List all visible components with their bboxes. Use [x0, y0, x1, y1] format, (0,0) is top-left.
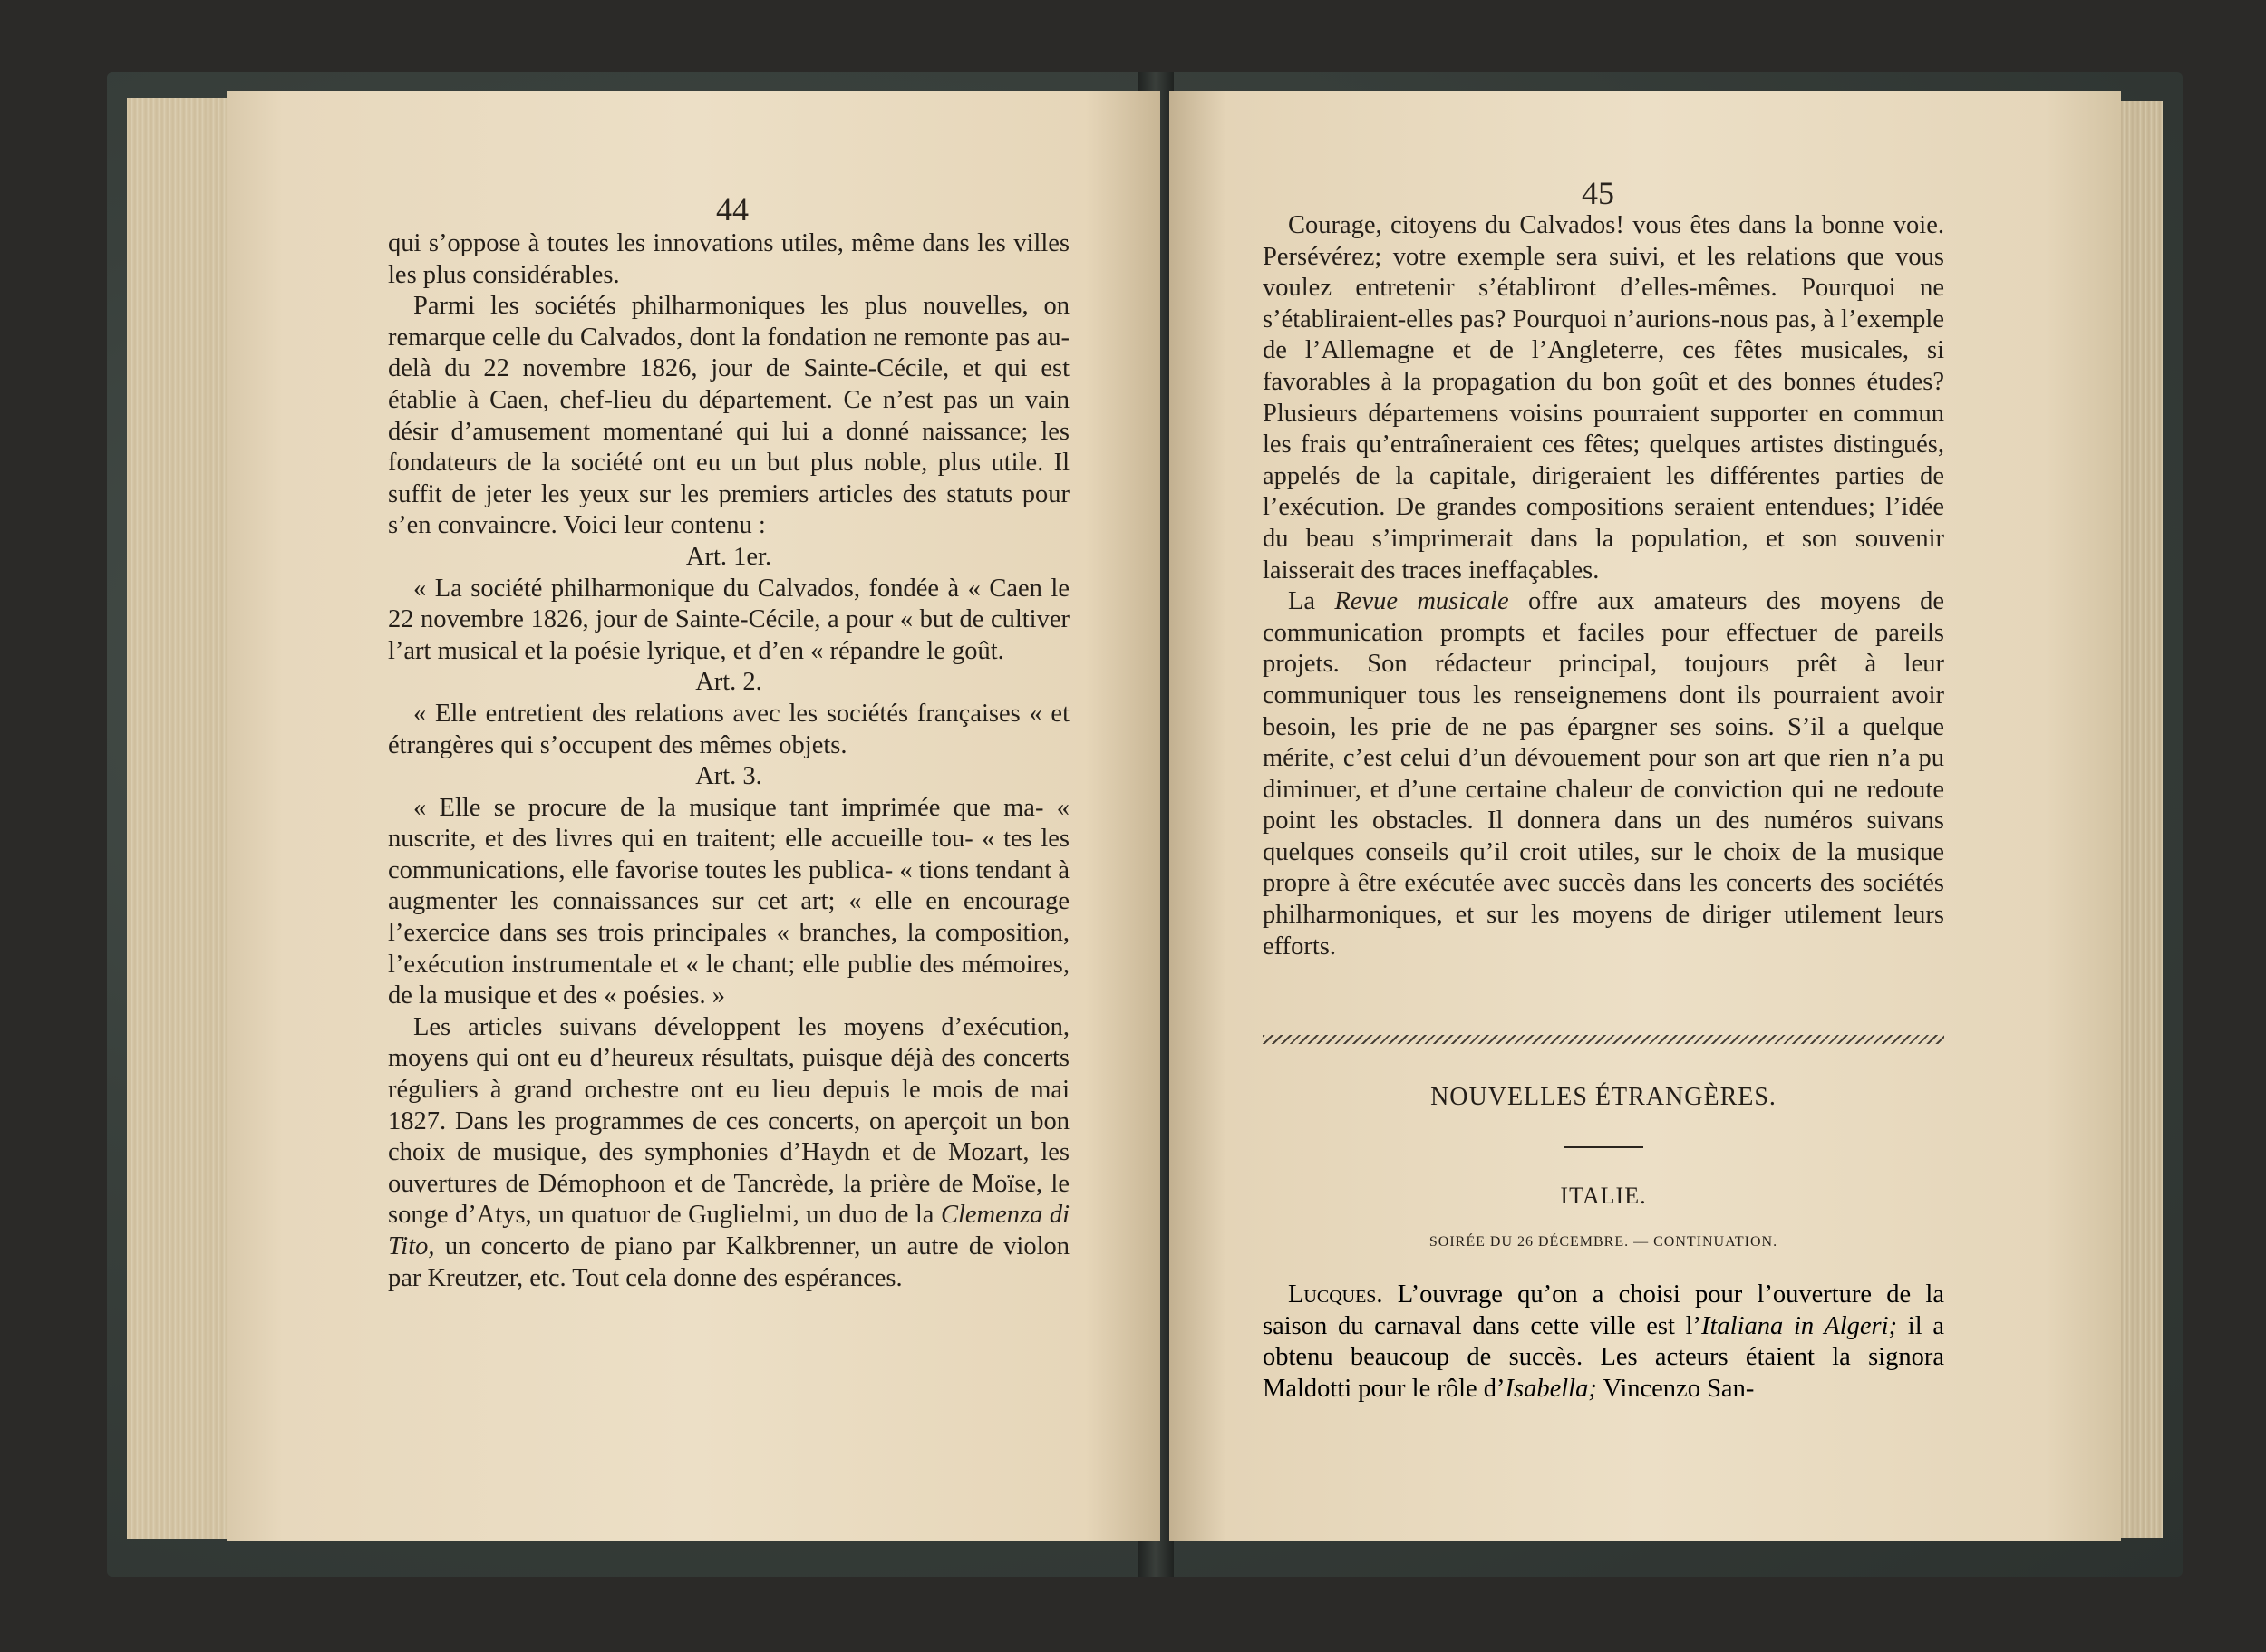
- left-page-edges: [127, 98, 228, 1539]
- article-heading: Art. 2.: [695, 668, 762, 697]
- text-run: un concerto de piano par Kalkbrenner, un autre de violon par Kreutzer, etc. Tout cela donne des espérances.: [388, 1232, 1070, 1292]
- italic-title: Italiana in Algeri;: [1701, 1311, 1898, 1340]
- text-run: La: [1288, 587, 1316, 616]
- article-heading: Art. 1er.: [685, 542, 772, 571]
- article-text: « La société philharmonique du Calvados, fondée à « Caen le 22 novembre 1826, jour de Sainte-Cécile, a pour « but de cultiver l’art musical et la poésie lyrique, et d’en « répandre le goût.: [388, 574, 1070, 665]
- subsection-title: ITALIE.: [1560, 1183, 1647, 1209]
- text-run: offre aux amateurs des moyens de communication prompts et faciles pour effectuer de pareils projets. Son rédacteur principal, toujours prêt à leur communiquer tous les renseignemens dont ils pourraient avoir besoin, les prie de ne pas épargner ses soins. S’il a quelque mérite, c’est celui d’un dévouement pour son art que rien n’a pu diminuer, et d’une certaine chaleur de conviction qui ne redoute point les obstacles. Il donnera dans un des numéros suivans quelques conseils qu’il croit utiles, sur le choix de la musique propre à être exécutée avec succès dans les concerts des sociétés philharmoniques, et sur les moyens de diriger utilement leurs efforts.: [1263, 587, 1945, 961]
- section-title: NOUVELLES ÉTRANGÈRES.: [1430, 1083, 1777, 1111]
- page-number: 45: [1582, 175, 1614, 211]
- paragraph: Courage, citoyens du Calvados! vous êtes dans la bonne voie. Persévérez; votre exemple sera suivi, et les relations que vous voulez entretenir s’établiront d’elles-mêmes. Pourquoi ne s’établiraient-elles pas? Pourquoi n’aurions-nous pas, à l’exemple de l’Allemagne et de l’Angleterre, ces fêtes musicales, si favorables à la propagation du bon goût et des bonnes études? Plusieurs départemens voisins pourraient supporter en commun les frais qu’entraîneraient ces fêtes; quelques artistes distingués, appelés de la capitale, dirigeraient les différentes parties de l’exécution. De grandes compositions seraient entendues; l’idée du beau s’imprimerait dans la population, et son souvenir laisserait des traces ineffaçables.: [1263, 211, 1944, 584]
- text-run: Vincenzo San-: [1603, 1374, 1755, 1403]
- short-rule: [1564, 1146, 1643, 1148]
- paragraph: [1263, 1280, 1944, 1405]
- text-run: L’ouvrage qu’on a choisi pour l’ouverture de la saison du carnaval dans cette ville est l’: [1263, 1280, 1945, 1340]
- page-number: 44: [716, 191, 749, 227]
- paragraph: [1263, 586, 1944, 962]
- article-text: « Elle entretient des relations avec les sociétés françaises « et étrangères qui s’occupent des mêmes objets.: [388, 699, 1070, 759]
- dateline: SOIRÉE DU 26 DÉCEMBRE. — CONTINUATION.: [1428, 1234, 1778, 1250]
- article-text: « Elle se procure de la musique tant imprimée que ma- « nuscrite, et des livres qui en traitent; elle accueille tou- « tes les communications, elle favorise toutes les publica- « tions tendant à augmenter les connaissances sur cet art; « elle en encourage l’exercice dans ses trois principales « branches, la composition, l’exécution instrumentale et « le chant; elle publie des mémoires, de la musique et des « poésies. »: [388, 793, 1070, 1010]
- left-page: [227, 91, 1160, 1541]
- paragraph: [388, 1012, 1070, 1294]
- article-heading: Art. 3.: [695, 762, 762, 791]
- italic-title: Clemenza di Tito,: [388, 1201, 1070, 1261]
- left-page-text: [388, 228, 1070, 1294]
- italic-title: Revue musicale: [1334, 587, 1509, 616]
- right-page-text: [1263, 210, 1944, 962]
- paragraph: Parmi les sociétés philharmoniques les plus nouvelles, on remarque celle du Calvados, dont la fondation ne remonte pas au-delà du 22 novembre 1826, jour de Sainte-Cécile, et qui est établie à Caen, chef-lieu du département. Ce n’est pas un vain désir d’amusement momentané qui lui a donné naissance; les fondateurs de la société ont eu un but plus noble, plus utile. Il suffit de jeter les yeux sur les premiers articles des statuts pour s’en convaincre. Voici leur contenu :: [388, 292, 1070, 540]
- right-page-edges: [2119, 101, 2163, 1538]
- paragraph: qui s’oppose à toutes les innovations utiles, même dans les villes les plus considérables.: [388, 229, 1070, 289]
- closing-paragraph: [1263, 1280, 1944, 1405]
- italic-title: Isabella;: [1505, 1374, 1597, 1403]
- decorative-rule: [1263, 1035, 1944, 1044]
- place-name: Lucques.: [1288, 1280, 1383, 1309]
- text-run: il a obtenu beaucoup de succès. Les acteurs étaient la signora Maldotti pour le rôle d’: [1263, 1311, 1944, 1403]
- text-run: Les articles suivans développent les moyens d’exécution, moyens qui ont eu d’heureux résultats, puisque déjà des concerts réguliers à grand orchestre ont eu lieu depuis le mois de mai 1827. Dans les programmes de ces concerts, on aperçoit un bon choix de musique, des symphonies d’Haydn et de Mozart, les ouvertures de Démophoon et de Tancrède, la prière de Moïse, le songe d’Atys, un quatuor de Guglielmi, un duo de la: [388, 1012, 1070, 1230]
